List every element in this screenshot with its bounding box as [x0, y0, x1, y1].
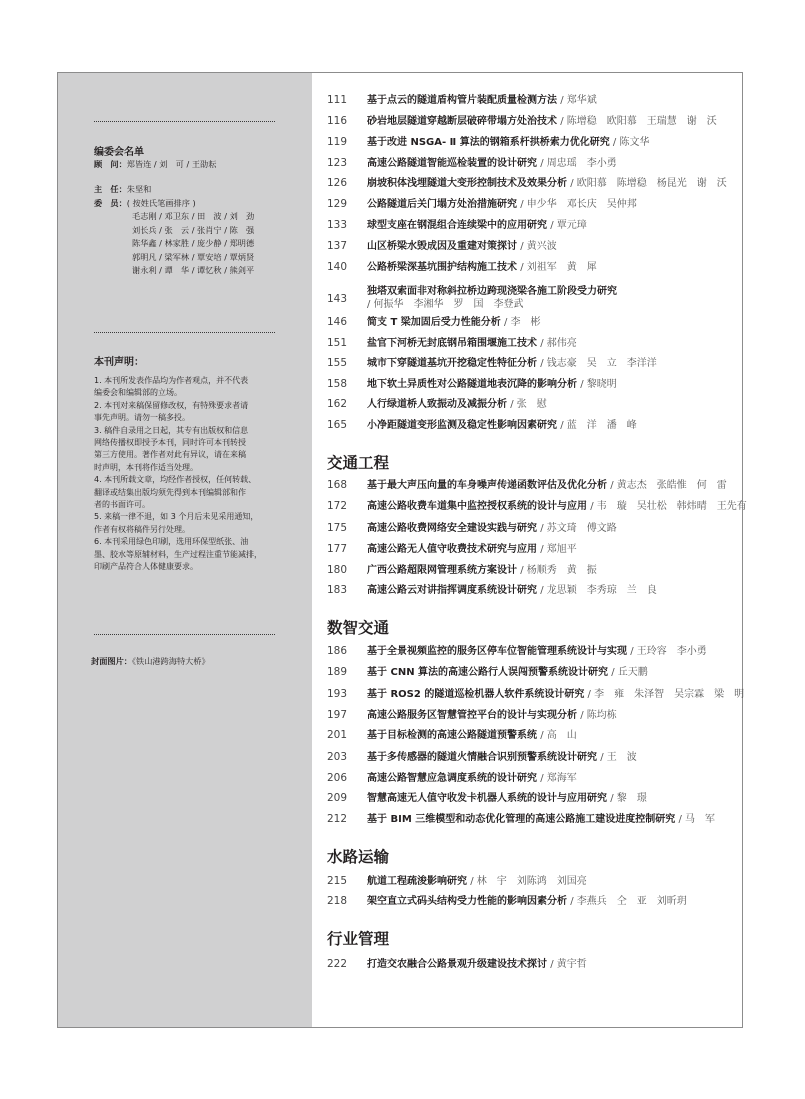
- entry-text: [367, 564, 597, 577]
- article-title: 基于改进 NSGA- Ⅱ 算法的钢箱系杆拱桥索力优化研究: [367, 137, 610, 148]
- section-title: 行业管理: [327, 930, 390, 948]
- notice-line: 1. 本刊所发表作品均为作者观点，并不代表: [94, 376, 249, 385]
- page-number: 201: [327, 729, 348, 741]
- page-number: 143: [327, 293, 348, 305]
- entry-text: [367, 895, 687, 908]
- page-number: 197: [327, 709, 348, 721]
- page-number: 206: [327, 772, 348, 784]
- article-authors: / 黄宇哲: [550, 959, 587, 970]
- entry-text: [367, 337, 577, 350]
- article-authors: / 苏文琦 傅文路: [540, 523, 617, 534]
- page-number: 175: [327, 522, 348, 534]
- article-title: 基于 CNN 算法的高速公路行人误闯预警系统设计研究: [367, 667, 609, 678]
- cover-title: 《铁山港跨海特大桥》: [131, 656, 210, 666]
- article-authors: / 张 慰: [510, 399, 547, 410]
- page-number: 140: [327, 261, 348, 273]
- page-number: 186: [327, 645, 348, 657]
- article-title: 公路隧道后关门塌方处治措施研究: [367, 199, 517, 210]
- notice-line: 者的书面许可。: [94, 500, 150, 510]
- notice-line: 作者有权将稿件另行处理。: [94, 524, 190, 534]
- section-title: 交通工程: [327, 454, 390, 472]
- member-note: ( 按姓氏笔画排序 ): [126, 198, 196, 208]
- page-number: 168: [327, 479, 348, 491]
- page-number: 177: [327, 543, 348, 555]
- member-row: 郭明凡 / 梁军林 / 覃安培 / 覃炳贤: [132, 251, 255, 262]
- notice-title: 本刊声明：: [94, 357, 144, 368]
- section-title: 水路运输: [327, 848, 390, 866]
- article-title: 高速公路收费车道集中监控授权系统的设计与应用: [367, 501, 587, 512]
- entry-text: [367, 792, 647, 805]
- entry-text: [367, 398, 547, 411]
- notice-line: 时声明，本刊将作适当处理。: [94, 462, 198, 472]
- page-number: 116: [327, 115, 348, 127]
- entry-text: [367, 666, 648, 679]
- advisor-names: 郑皆连 / 刘 可 / 王劭耘: [126, 159, 217, 169]
- article-title: 崩坡积体浅埋隧道大变形控制技术及效果分析: [367, 178, 567, 189]
- member-row: 毛志刚 / 邓卫东 / 田 波 / 刘 劲: [132, 211, 255, 221]
- entry-text: [367, 709, 617, 722]
- article-authors: / 王玲容 李小勇: [630, 646, 707, 657]
- article-title: 基于最大声压向量的车身噪声传递函数评估及优化分析: [367, 480, 607, 491]
- page-number: 218: [327, 895, 348, 907]
- entry-text: [367, 378, 617, 391]
- article-authors: / 高 山: [540, 730, 577, 741]
- article-authors: / 申少华 邓长庆 吴仲邦: [520, 199, 637, 210]
- entry-text: [367, 522, 617, 535]
- article-title: 基于 ROS2 的隧道巡检机器人软件系统设计研究: [367, 689, 585, 700]
- article-authors: / 马 军: [678, 814, 716, 825]
- article-title: 地下软土异质性对公路隧道地表沉降的影响分析: [367, 379, 577, 390]
- article-authors: / 李 彬: [503, 317, 541, 328]
- notice-line: 翻译或结集出版均须先得到本刊编辑部和作: [94, 487, 246, 497]
- entry-text: [367, 543, 577, 556]
- section-title: 数智交通: [327, 619, 390, 637]
- page-number: 162: [327, 398, 348, 410]
- cover-label: 封面图片：: [91, 656, 132, 666]
- notice-line: 网络传播权即授予本刊，同时许可本刊转授: [94, 438, 246, 448]
- article-title: 基于多传感器的隧道火情融合识别预警系统设计研究: [367, 752, 597, 763]
- article-title: 球型支座在钢混组合连续梁中的应用研究: [367, 220, 547, 231]
- entry-text: [367, 645, 707, 658]
- article-authors: / 欧阳慕 陈增稳 杨昆光 谢 沃: [570, 178, 727, 189]
- entry-text: [367, 94, 597, 107]
- article-title: 高速公路无人值守收费技术研究与应用: [367, 544, 537, 555]
- article-authors: / 刘祖军 黄 犀: [520, 262, 597, 273]
- article-title: 简支 T 梁加固后受力性能分析: [367, 317, 501, 328]
- article-title: 小净距隧道变形监测及稳定性影响因素研究: [367, 420, 557, 431]
- entry-text: [367, 751, 637, 764]
- article-title: 公路桥梁深基坑围护结构施工技术: [367, 262, 517, 273]
- entry-text: [367, 772, 577, 785]
- article-authors: / 陈增稳 欧阳慕 王瑞慧 谢 沃: [560, 116, 717, 127]
- entry-text: [367, 584, 657, 597]
- notice-line: 4. 本刊所载文章，均经作者授权，任何转载、: [94, 475, 257, 485]
- page-number: 126: [327, 177, 348, 189]
- article-authors: / 李燕兵 仝 亚 刘昕玥: [570, 896, 687, 907]
- article-authors: / 杨顺秀 黄 振: [520, 565, 597, 576]
- article-title: 高速公路隧道智能巡检装置的设计研究: [367, 158, 537, 169]
- article-title: 航道工程疏浚影响研究: [367, 876, 467, 887]
- member-row: 谢永利 / 谭 华 / 谭忆秋 / 熊剑平: [132, 265, 255, 276]
- article-authors: / 郑海军: [540, 773, 577, 784]
- page-number: 158: [327, 378, 348, 390]
- article-authors: / 蓝 洋 潘 峰: [560, 420, 637, 431]
- article-title: 人行绿道桥人致振动及减振分析: [367, 399, 507, 410]
- article-authors: / 周忠瑶 李小勇: [540, 158, 617, 169]
- article-authors: / 郑华斌: [560, 95, 597, 106]
- notice-line: 墨、胶水等原辅材料，生产过程注重节能减排，: [94, 549, 262, 559]
- entry-text: [367, 958, 587, 971]
- article-title: 城市下穿隧道基坑开挖稳定性特征分析: [367, 358, 537, 369]
- notice-line: 3. 稿件自录用之日起，其专有出版权和信息: [94, 425, 249, 435]
- member-row: 刘长兵 / 张 云 / 张肖宁 / 陈 强: [132, 224, 255, 235]
- article-authors: / 覃元璋: [550, 220, 587, 231]
- entry-text: [367, 357, 657, 370]
- entry-text: [367, 240, 557, 253]
- notice-line: 5. 来稿一律不退，如 3 个月后未见采用通知，: [94, 512, 259, 522]
- notice-line: 印刷产品符合人体健康要求。: [94, 562, 198, 572]
- board-title: 编委会名单: [94, 147, 144, 158]
- article-title: 高速公路智慧应急调度系统的设计研究: [367, 773, 537, 784]
- entry-text: [367, 261, 597, 274]
- article-authors: / 王 波: [600, 752, 637, 763]
- page-number: 189: [327, 666, 348, 678]
- article-authors: / 韦 璇 吴壮松 韩炜晴 王先有: [590, 501, 747, 512]
- entry-text: [367, 688, 744, 701]
- member-label: 委 员：: [94, 198, 127, 208]
- article-title: 架空直立式码头结构受力性能的影响因素分析: [367, 896, 567, 907]
- notice-line: 事先声明。请勿一稿多投。: [94, 413, 190, 423]
- article-title: 打造交农融合公路景观升级建设技术探讨: [367, 959, 547, 970]
- page-number: 183: [327, 584, 348, 596]
- article-title: 盐官下河桥无封底钢吊箱围堰施工技术: [367, 338, 537, 349]
- page-number: 155: [327, 357, 348, 369]
- article-authors: / 丘天鹏: [611, 667, 648, 678]
- article-title: 基于全景视频监控的服务区停车位智能管理系统设计与实现: [367, 646, 627, 657]
- article-authors: / 郑旭平: [540, 544, 577, 555]
- entry-text: [367, 177, 727, 190]
- member-row: 陈华鑫 / 林家胜 / 庞少静 / 郑明德: [132, 238, 255, 249]
- article-title: 独塔双索面非对称斜拉桥边跨现浇梁各施工阶段受力研究: [367, 286, 617, 297]
- entry-text: [367, 479, 727, 492]
- page-number: 212: [327, 813, 348, 825]
- article-authors: / 陈文华: [612, 137, 650, 148]
- article-title: 基于点云的隧道盾构管片装配质量检测方法: [367, 95, 557, 106]
- article-authors: / 郝伟亮: [540, 338, 577, 349]
- article-authors: / 陈均栋: [580, 710, 617, 721]
- page-number: 137: [327, 240, 348, 252]
- article-authors: / 李 雍 朱泽智 吴宗霖 梁 明: [587, 689, 745, 700]
- article-title: 基于目标检测的高速公路隧道预警系统: [367, 730, 537, 741]
- page-number: 129: [327, 198, 348, 210]
- article-authors: / 黄志杰 张皓惟 何 雷: [610, 480, 727, 491]
- entry-text: [367, 729, 577, 742]
- article-title: 山区桥梁水毁成因及重建对策探讨: [367, 241, 517, 252]
- entry-text: [367, 115, 717, 128]
- article-title: 砂岩地层隧道穿越断层破碎带塌方处治技术: [367, 116, 557, 127]
- article-authors: / 黄兴波: [520, 241, 557, 252]
- entry-text: [367, 136, 649, 149]
- advisor-label: 顾 问：: [94, 159, 127, 169]
- page-number: 133: [327, 219, 348, 231]
- page-number: 193: [327, 688, 348, 700]
- article-authors: / 何振华 李湘华 罗 国 李登武: [367, 299, 524, 310]
- article-authors: / 龙思颖 李秀琼 兰 良: [540, 585, 657, 596]
- entry-text: [367, 875, 587, 888]
- notice-line: 2. 本刊对来稿保留修改权，有特殊要求者请: [94, 400, 249, 410]
- article-title: 高速公路服务区智慧管控平台的设计与实现分析: [367, 710, 577, 721]
- entry-text: [367, 500, 747, 513]
- entry-text: [367, 813, 715, 826]
- entry-text: [367, 316, 541, 329]
- page-number: 119: [327, 136, 348, 148]
- article-authors: / 黎晓明: [580, 379, 617, 390]
- article-title: 高速公路收费网络安全建设实践与研究: [367, 523, 537, 534]
- entry-text: [367, 157, 617, 170]
- article-title: 高速公路云对讲指挥调度系统设计研究: [367, 585, 537, 596]
- page-number: 203: [327, 751, 348, 763]
- notice-line: 编委会和编辑部的立场。: [94, 388, 182, 398]
- page-number: 209: [327, 792, 348, 804]
- director-label: 主 任：: [94, 184, 127, 194]
- page-number: 172: [327, 500, 348, 512]
- page-number: 215: [327, 875, 348, 887]
- entry-text: [367, 285, 617, 311]
- notice-line: 6. 本刊采用绿色印刷，选用环保型纸张、油: [94, 537, 249, 547]
- page-number: 123: [327, 157, 348, 169]
- page-number: 222: [327, 958, 348, 970]
- entry-text: [367, 219, 587, 232]
- article-title: 智慧高速无人值守收发卡机器人系统的设计与应用研究: [367, 793, 607, 804]
- page-number: 151: [327, 337, 348, 349]
- page-number: 165: [327, 419, 348, 431]
- article-authors: / 林 宇 刘陈鸿 刘国亮: [470, 876, 587, 887]
- article-authors: / 黎 璟: [610, 793, 647, 804]
- entry-text: [367, 419, 637, 432]
- article-title: 基于 BIM 三维模型和动态优化管理的高速公路施工建设进度控制研究: [367, 814, 676, 825]
- article-authors: / 钱志豪 吴 立 李洋洋: [540, 358, 657, 369]
- page-number: 180: [327, 564, 348, 576]
- page-number: 111: [327, 94, 348, 106]
- page-number: 146: [327, 316, 348, 328]
- article-title: 广西公路超限网管理系统方案设计: [367, 565, 517, 576]
- director-name: 朱坚和: [126, 184, 152, 194]
- entry-text: [367, 198, 637, 211]
- notice-line: 第三方使用。著作者对此有异议，请在来稿: [94, 450, 246, 460]
